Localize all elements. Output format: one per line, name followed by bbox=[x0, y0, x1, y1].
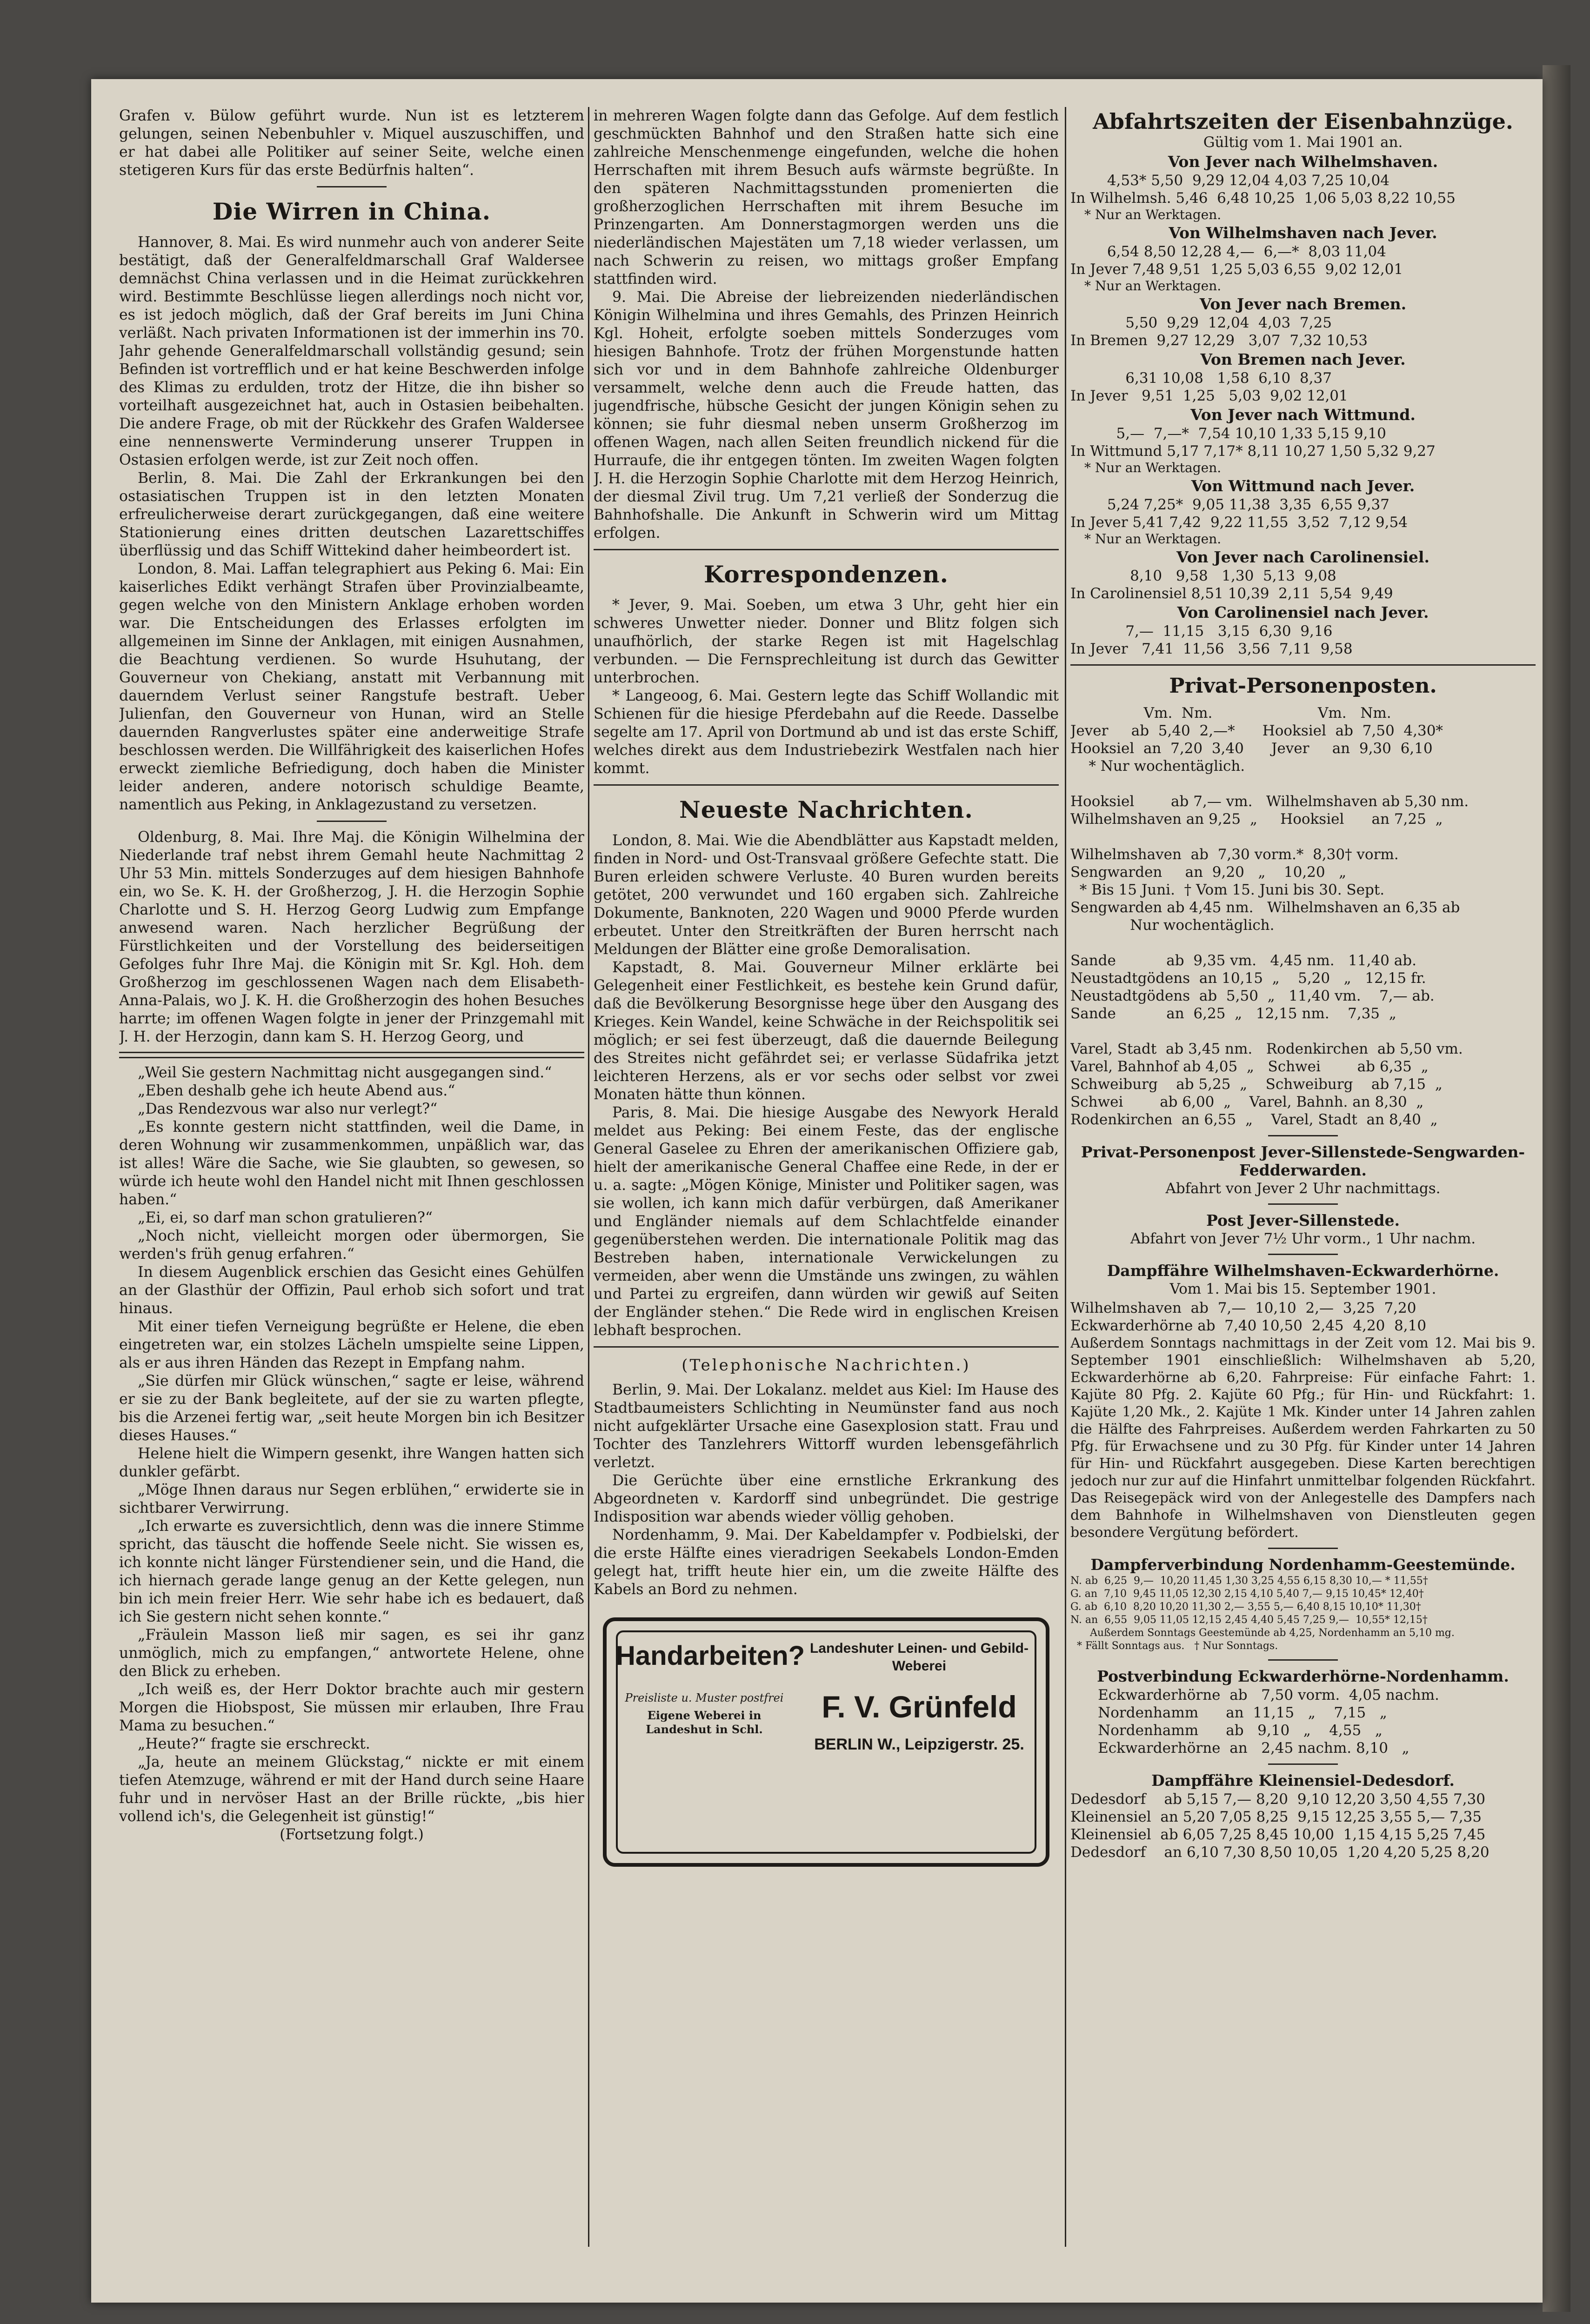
novel-paragraph: „Noch nicht, vielleicht morgen oder übermorgen, Sie werden's früh genug erfahren.“ bbox=[119, 1228, 584, 1262]
china-heading: Die Wirren in China. bbox=[212, 198, 491, 225]
novel-paragraph: „Ei, ei, so darf man schon gratulieren?“ bbox=[138, 1209, 433, 1226]
schedule-row: * Fällt Sonntags aus. † Nur Sonntags. bbox=[1070, 1640, 1278, 1652]
train-route-heading: Von Wittmund nach Jever. bbox=[1191, 477, 1415, 495]
schedule-row: Kleinensiel ab 6,05 7,25 8,45 10,00 1,15 4,15 5,25 7,45 bbox=[1070, 1826, 1486, 1843]
novel-paragraph: „Heute?“ fragte sie erschreckt. bbox=[138, 1736, 370, 1752]
train-times-row: 5,— 7,—* 7,54 10,10 1,33 5,15 9,10 bbox=[1070, 425, 1386, 442]
novel-paragraph: „Das Rendezvous war also nur verlegt?“ bbox=[138, 1101, 438, 1117]
train-route-heading: Von Jever nach Wittmund. bbox=[1190, 406, 1416, 424]
schedule-row: Sande ab 9,35 vm. 4,45 nm. 11,40 ab. bbox=[1070, 952, 1416, 969]
schedule-row: * Bis 15 Juni. † Vom 15. Juni bis 30. Sept. bbox=[1070, 882, 1385, 898]
schedule-row: Dedesdorf an 6,10 7,30 8,50 10,05 1,20 4,20 5,25 8,20 bbox=[1070, 1844, 1490, 1861]
novel-paragraph: Helene hielt die Wimpern gesenkt, ihre Wangen hatten sich dunkler gefärbt. bbox=[119, 1445, 584, 1480]
train-times-row: In Jever 7,48 9,51 1,25 5,03 6,55 9,02 12,01 bbox=[1070, 261, 1403, 278]
schedule-row: N. ab 6,25 9,— 10,20 11,45 1,30 3,25 4,55 6,15 8,30 10,— * 11,55† bbox=[1070, 1575, 1428, 1587]
ferry4-rows bbox=[1070, 1790, 1536, 1861]
schedule-row: Vm. Nm. Vm. Nm. bbox=[1070, 705, 1391, 721]
column-1 bbox=[119, 107, 584, 2261]
divider bbox=[594, 1346, 1059, 1348]
tel-berlin: Berlin, 9. Mai. Der Lokalanz. meldet aus Kiel: Im Hause des Stadtbaumeisters Schlichting in Neumünster fand aus noch nicht aufgeklärter Ursache eine Gasexplosion statt. Frau und Tochter des Tanzlehrers Wittorff wurden lebensgefährlich verletzt. bbox=[594, 1382, 1059, 1471]
schedule-row: Wilhelmshaven ab 7,30 vorm.* 8,30† vorm. bbox=[1070, 846, 1399, 863]
train-times-row: In Wittmund 5,17 7,17* 8,11 10,27 1,50 5,32 9,27 bbox=[1070, 443, 1436, 460]
train-times-row: 7,— 11,15 3,15 6,30 9,16 bbox=[1070, 623, 1333, 640]
tel-nordenhamm: Nordenhamm, 9. Mai. Der Kabeldampfer v. Podbielski, der die erste Hälfte eines vieradrigen Seekabels London-Emden gelegt hat, trifft heute hier ein, um die zweite Hälfte des Kabels an Bord zu nehmen. bbox=[594, 1527, 1059, 1598]
ad-address: BERLIN W., Leipzigerstr. 25. bbox=[814, 1736, 1024, 1753]
schedule-row bbox=[1070, 934, 1536, 952]
ad-left-block bbox=[616, 1640, 805, 1736]
schedule-row: Jever ab 5,40 2,—* Hooksiel ab 7,50 4,30* bbox=[1070, 722, 1443, 739]
column-2 bbox=[594, 107, 1059, 2261]
post2-heading: Post Jever-Sillenstede. bbox=[1206, 1211, 1400, 1229]
schedule-row: Nordenhamm an 11,15 „ 7,15 „ bbox=[1070, 1704, 1387, 1721]
schedule-row: N. an 6,55 9,05 11,05 12,15 2,45 4,40 5,45 7,25 9,— 10,55* 12,15† bbox=[1070, 1614, 1428, 1626]
train-note: * Nur an Werktagen. bbox=[1084, 278, 1222, 294]
train-times-row: 5,24 7,25* 9,05 11,38 3,35 6,55 9,37 bbox=[1070, 496, 1390, 513]
ferry1-details: Außerdem Sonntags nachmittags in der Zeit vom 12. Mai bis 9. September 1901 einschließlich: Wilhelmshaven ab 5,20, Eckwarderhörne ab 6,20. Fahrpreise: Für einfache Fahrt: 1. Kajüte 80 Pfg. 2. Kajüte 60 Pfg.; für Hin- und Rückfahrt: 1. Kajüte 1,20 Mk., 2. Kajüte 1 Mk. Kinder unter 14 Jahren zahlen die Hälfte des Fahrpreises. Außerdem werden Fahrkarten zu 50 Pfg. für Erwachsene und zu 30 Pfg. für Kinder unter 14 Jahren für Hin- und Rückfahrt ausgegeben. Diese Karten berechtigen jedoch nur zur auf die Hinfahrt unmittelbar folgenden Rückfahrt. Das Reisegepäck wird von der Anlegestelle des Dampfers nach dem Bahnhofe in Wilhelmshaven von Dienstleuten gegen besondere Vergütung befördert. bbox=[1070, 1335, 1536, 1541]
schedule-row: Schwei ab 6,00 „ Varel, Bahnh. an 8,30 „ bbox=[1070, 1094, 1424, 1110]
divider bbox=[317, 821, 387, 822]
train-times-row: In Carolinensiel 8,51 10,39 2,11 5,54 9,49 bbox=[1070, 585, 1393, 602]
schedule-row bbox=[1070, 775, 1536, 793]
ad-company: Landeshuter Leinen- und Gebild-Weberei bbox=[809, 1641, 1029, 1674]
train-note: * Nur an Werktagen. bbox=[1084, 531, 1222, 547]
ad-headline: Handarbeiten? bbox=[616, 1641, 805, 1671]
china-hannover: Hannover, 8. Mai. Es wird nunmehr auch von anderer Seite bestätigt, daß der Generalfeldmarschall Graf Waldersee demnächst China verlassen und in die Heimat zurückkehren wird. Bestimmte Beschlüsse liegen allerdings noch nicht vor, es ist jedoch möglich, daß der Graf bereits im Juni China verläßt. Nach privaten Informationen ist der immerhin ins 70. Jahr gehende Generalfeldmarschall vollständig gesund; sein Befinden ist vortrefflich und er hat keine Beschwerden infolge des Klimas zu erdulden, trotz der Hitze, die ihn bisher so vorteilhaft ausgezeichnet hat, auch in Ostasien beibehalten. Die andere Frage, ob mit der Rückkehr des Grafen Waldersee eine nennenswerte Verminderung unserer Truppen in Ostasien erfolgen werde, ist zur Zeit noch offen. bbox=[119, 234, 584, 468]
novel-paragraph: „Fräulein Masson ließ mir sagen, es sei ihr ganz unmöglich, mich zu empfangen,“ antwortete Helene, ohne den Blick zu erheben. bbox=[119, 1627, 584, 1680]
post1-heading: Privat-Personenpost Jever-Sillenstede-Sengwarden-Fedderwarden. bbox=[1081, 1143, 1525, 1179]
ferry3-heading: Postverbindung Eckwarderhörne-Nordenhamm. bbox=[1097, 1667, 1509, 1685]
column-rule-2 bbox=[1065, 107, 1066, 2247]
correspondence-heading: Korrespondenzen. bbox=[703, 561, 949, 588]
divider bbox=[1268, 1548, 1338, 1549]
feuilleton-divider bbox=[119, 1052, 584, 1058]
train-times-row: In Bremen 9,27 12,29 3,07 7,32 10,53 bbox=[1070, 332, 1368, 349]
schedule-row: G. an 7,10 9,45 11,05 12,30 2,15 4,10 5,40 7,— 9,15 10,45* 12,40† bbox=[1070, 1588, 1424, 1600]
novel-paragraph: Mit einer tiefen Verneigung begrüßte er Helene, die eben eingetreten war, ein stolzes Lächeln umspielte seine Lippen, als er aus ihren Händen das Rezept in Empfang nahm. bbox=[119, 1318, 584, 1371]
divider bbox=[1268, 1135, 1338, 1136]
novel-paragraph: (Fortsetzung folgt.) bbox=[280, 1826, 424, 1843]
train-note: * Nur an Werktagen. bbox=[1084, 207, 1222, 222]
divider bbox=[1268, 1203, 1338, 1205]
divider bbox=[1268, 1254, 1338, 1255]
schedule-row: Sande an 6,25 „ 12,15 nm. 7,35 „ bbox=[1070, 1005, 1396, 1022]
train-times-row: In Jever 5,41 7,42 9,22 11,55 3,52 7,12 9,54 bbox=[1070, 514, 1408, 531]
schedule-row: Varel, Bahnhof ab 4,05 „ Schwei ab 6,35 „ bbox=[1070, 1058, 1429, 1075]
correspondence-jever: * Jever, 9. Mai. Soeben, um etwa 3 Uhr, geht hier ein schweres Unwetter nieder. Donner und Blitz folgen sich unaufhörlich, der starke Regen ist mit Hagelschlag verbunden. — Die Fernsprechleitung ist durch das Gewitter unterbrochen. bbox=[594, 597, 1059, 686]
china-london: London, 8. Mai. Laffan telegraphiert aus Peking 6. Mai: Ein kaiserliches Edikt verhängt Strafen über Provinzialbeamte, gegen welche von den Ministern Anklage erhoben worden war. Die Entscheidungen des Erlasses erfolgten im allgemeinen im Sinne der Anklagen, mit einigen Ausnahmen, die Beachtung verdienen. So wurde Hsuhutang, der Gouverneur von Chekiang, anstatt mit Verbannung mit dauerndem Verlust seiner Rangstufe bestraft. Ueber Julienfan, den Gouverneur von Hunan, wird an Stelle dauernden Rangverlustes später eine anderweitige Strafe beschlossen werden. Die Willfährigkeit des kaiserlichen Hofes erweckt ziemliche Befriedigung, doch haben die Minister leider anderen, andere notorisch schuldige Beamte, namentlich aus Peking, in Anklagezustand zu versetzen. bbox=[119, 561, 584, 813]
schedule-row: Nur wochentäglich. bbox=[1070, 917, 1275, 934]
schedule-row: Rodenkirchen an 6,55 „ Varel, Stadt an 8,40 „ bbox=[1070, 1111, 1438, 1128]
correspondence-langeoog: * Langeoog, 6. Mai. Gestern legte das Schiff Wollandic mit Schienen für die hiesige Pferdebahn auf die Reede. Dasselbe segelte am 17. April von Dortmund ab und ist das erste Schiff, welches direkt aus dem Industriebezirk Westfalen nach hier kommt. bbox=[594, 688, 1059, 777]
column-rule-1 bbox=[588, 107, 589, 2247]
newspaper-page bbox=[91, 79, 1543, 2303]
ferry1-rows bbox=[1070, 1299, 1536, 1335]
train-times-row: 5,50 9,29 12,04 4,03 7,25 bbox=[1070, 314, 1332, 331]
schedule-row bbox=[1070, 1022, 1536, 1040]
news-london: London, 8. Mai. Wie die Abendblätter aus Kapstadt melden, finden in Nord- und Ost-Transvaal größere Gefechte statt. Die Buren erleiden schwere Verluste. 40 Buren wurden bereits getötet, 200 verwundet und 160 ergaben sich. Zahlreiche Dokumente, Banknoten, 220 Wagen und 9000 Pferde wurden erbeutet. Unter den Streitkräften der Buren herrscht nach Meldungen der Blätter eine große Demoralisation. bbox=[594, 832, 1059, 958]
news-paris: Paris, 8. Mai. Die hiesige Ausgabe des Newyork Herald meldet aus Peking: Bei einem Feste, das der englische General Gaselee zu Ehren der amerikanischen Offiziere gab, hielt der amerikanische General Chaffee eine Rede, in der er u. a. sagte: „Mögen Könige, Minister und Politiker sagen, was sie wollen, ich kann mich dafür verbürgen, daß Amerikaner und Engländer niemals auf dem Schlachtfelde einander gegenüberstehen werden. Die internationale Politik mag das Bestreben haben, internationale Verwickelungen zu vermeiden, aber wenn die Umstände uns zwingen, zu wählen und Partei zu ergreifen, dann würden wir gewiß auf Seiten der Engländer stehen.“ Die Rede wird in englischen Kreisen lebhaft besprochen. bbox=[594, 1104, 1059, 1339]
novel-paragraph: „Ja, heute an meinem Glückstag,“ nickte er mit einem tiefen Atemzuge, während er mit der Hand durch seine Haare fuhr und in nervöser Hast an der Brille rückte, „bis hier vollend ich's, die Gelegenheit ist günstig!“ bbox=[119, 1754, 584, 1825]
article-continuation: Grafen v. Bülow geführt wurde. Nun ist es letzterem gelungen, seinen Nebenbuhler v. Miquel auszuschiffen, und er hat dabei alle Politiker auf seiner Seite, welche einen stetigeren Kurs für das erste Bedürfnis halten“. bbox=[119, 107, 584, 179]
train-route-heading: Von Bremen nach Jever. bbox=[1200, 350, 1406, 368]
novel-paragraph: „Ich erwarte es zuversichtlich, denn was die innere Stimme spricht, das täuscht die hoffende Seele nicht. Sie wissen es, ich konnte nicht länger Fürstendiener sein, und die Hand, die ich hiernach gerade lange genug an der Kette gelegen, nun bin ich mein freier Herr. Wie sehr habe ich es bedauert, daß ich Sie gestern nicht sehen konnte.“ bbox=[119, 1518, 584, 1625]
post1-text: Abfahrt von Jever 2 Uhr nachmittags. bbox=[1165, 1180, 1441, 1197]
divider bbox=[1070, 664, 1536, 666]
train-route-heading: Von Wilhelmshaven nach Jever. bbox=[1169, 224, 1437, 242]
privat-heading: Privat-Personenposten. bbox=[1169, 674, 1437, 698]
tel-kardorff: Die Gerüchte über eine ernstliche Erkrankung des Abgeordneten v. Kardorff sind unbegründet. Die gestrige Indisposition war abends wieder völlig gehoben. bbox=[594, 1472, 1059, 1525]
telephone-news-heading: (Telephonische Nachrichten.) bbox=[681, 1356, 971, 1375]
divider bbox=[1268, 1659, 1338, 1661]
ferry1-heading: Dampffähre Wilhelmshaven-Eckwarderhörne. bbox=[1107, 1262, 1499, 1280]
news-kapstadt: Kapstadt, 8. Mai. Gouverneur Milner erklärte bei Gelegenheit einer Festlichkeit, es bestehe kein Grund dafür, daß die Bevölkerung Besorgnisse hege über den Ausgang des Krieges. Kein Wandel, keine Schwäche in der Reichspolitik sei möglich; er sei fest überzeugt, daß die dauernde Beilegung des Streites nicht gefährdet sei; er verlasse Südafrika jetzt leichteren Herzens, als er vor sechs oder selbst vor zwei Monaten hätte thun können. bbox=[594, 959, 1059, 1103]
schedule-row: Eckwarderhörne ab 7,40 10,50 2,45 4,20 8,10 bbox=[1070, 1317, 1427, 1334]
ad-samples: Preisliste u. Muster postfrei bbox=[625, 1691, 784, 1704]
page-edge-shadow bbox=[1543, 65, 1570, 2312]
train-times-row: 8,10 9,58 1,30 5,13 9,08 bbox=[1070, 568, 1336, 584]
ad-name: F. V. Grünfeld bbox=[822, 1690, 1017, 1724]
oldenburg-continued: in mehreren Wagen folgte dann das Gefolge. Auf dem festlich geschmückten Bahnhof und den Straßen hatte sich eine zahlreiche Menschenmenge eingefunden, welche die hohen Herrschaften mit ihrem Besuch aufs wärmste begrüßte. In den späteren Nachmittagsstunden promenierten die großherzoglichen Herrschaften mit ihrem Besuche im Prinzengarten. Am Donnerstagmorgen werden uns die niederländischen Majestäten um 7,18 wieder verlassen, um nach Schwerin zu reisen, wo mittags großer Empfang stattfinden wird. bbox=[594, 107, 1059, 287]
novel-paragraph: „Es konnte gestern nicht stattfinden, weil die Dame, in deren Wohnung wir zusammenkommen, unpäßlich war, das ist alles! Wäre die Sache, wie Sie glaubten, so gewesen, so würde ich heute wohl den Handel nicht mit Ihnen geschlossen haben.“ bbox=[119, 1119, 584, 1208]
ferry2-rows bbox=[1070, 1575, 1536, 1653]
schedule-row: Hooksiel an 7,20 3,40 Jever an 9,30 6,10 bbox=[1070, 740, 1433, 757]
schedule-row: Wilhelmshaven ab 7,— 10,10 2,— 3,25 7,20 bbox=[1070, 1300, 1416, 1316]
schedule-row: Außerdem Sonntags Geestemünde ab 4,25, Nordenhamm an 5,10 mg. bbox=[1070, 1627, 1455, 1639]
train-sections bbox=[1070, 153, 1536, 658]
train-route-heading: Von Jever nach Carolinensiel. bbox=[1176, 548, 1430, 566]
timetable-valid: Gültig vom 1. Mai 1901 an. bbox=[1203, 134, 1403, 151]
schedule-row: Nordenhamm ab 9,10 „ 4,55 „ bbox=[1070, 1722, 1383, 1739]
schedule-row: Hooksiel ab 7,— vm. Wilhelmshaven ab 5,30 nm. bbox=[1070, 793, 1469, 810]
privat-rows bbox=[1070, 704, 1536, 1129]
ad-right-block bbox=[802, 1640, 1036, 1754]
schedule-row: Varel, Stadt ab 3,45 nm. Rodenkirchen ab 5,50 vm. bbox=[1070, 1041, 1463, 1057]
advertisement-gruenfeld bbox=[603, 1617, 1049, 1867]
divider bbox=[594, 784, 1059, 786]
schedule-row: Kleinensiel an 5,20 7,05 8,25 9,15 12,25 3,55 5,— 7,35 bbox=[1070, 1809, 1482, 1825]
novel-paragraph: In diesem Augenblick erschien das Gesicht eines Gehülfen an der Glasthür der Offizin, Paul erhob sich sofort und trat hinaus. bbox=[119, 1264, 584, 1317]
train-times-row: In Wilhelmsh. 5,46 6,48 10,25 1,06 5,03 8,22 10,55 bbox=[1070, 190, 1456, 207]
divider bbox=[317, 186, 387, 187]
latest-news-heading: Neueste Nachrichten. bbox=[679, 796, 973, 823]
schedule-row: Wilhelmshaven an 9,25 „ Hooksiel an 7,25 „ bbox=[1070, 811, 1443, 828]
feuilleton-novel bbox=[119, 1064, 584, 1844]
schedule-row: Sengwarden ab 4,45 nm. Wilhelmshaven an 6,35 ab bbox=[1070, 899, 1460, 916]
ferry4-heading: Dampffähre Kleinensiel-Dedesdorf. bbox=[1151, 1771, 1455, 1790]
train-times-row: 6,54 8,50 12,28 4,— 6,—* 8,03 11,04 bbox=[1070, 243, 1386, 260]
schedule-row: Schweiburg ab 5,25 „ Schweiburg ab 7,15 „ bbox=[1070, 1076, 1443, 1093]
schedule-row: Neustadtgödens an 10,15 „ 5,20 „ 12,15 fr. bbox=[1070, 970, 1426, 987]
schedule-row: Sengwarden an 9,20 „ 10,20 „ bbox=[1070, 864, 1347, 881]
oldenburg-report: Oldenburg, 8. Mai. Ihre Maj. die Königin Wilhelmina der Niederlande traf nebst ihrem Gemahl heute Nachmittag 2 Uhr 53 Min. mittels Sonderzuges auf dem hiesigen Bahnhofe ein, wo Se. K. H. der Großherzog, J. H. die Herzogin Sophie Charlotte und S. H. Herzog Georg Ludwig zum Empfange anwesend waren. Nach herzlicher Begrüßung der Fürstlichkeiten und der Vorstellung des beiderseitigen Gefolges fuhr Ihre Maj. die Königin mit Sr. Kgl. Hoh. dem Großherzog im geschlossenen Wagen nach dem Elisabeth-Anna-Palais, wo J. K. H. die Großherzogin des hohen Besuches harrte; im offenen Wagen folgte in jener der Prinzgemahl mit J. H. der Herzogin, dann kam S. H. Herzog Georg, und bbox=[119, 829, 584, 1045]
train-route-heading: Von Jever nach Wilhelmshaven. bbox=[1168, 153, 1438, 171]
schedule-row: Eckwarderhörne an 2,45 nachm. 8,10 „ bbox=[1070, 1740, 1410, 1756]
train-times-row: In Jever 9,51 1,25 5,03 9,02 12,01 bbox=[1070, 387, 1348, 404]
ferry3-rows bbox=[1070, 1686, 1536, 1757]
schedule-row: Eckwarderhörne ab 7,50 vorm. 4,05 nachm. bbox=[1070, 1687, 1439, 1703]
ferry2-heading: Dampferverbindung Nordenhamm-Geestemünde. bbox=[1090, 1556, 1516, 1574]
train-times-row: 6,31 10,08 1,58 6,10 8,37 bbox=[1070, 370, 1332, 387]
ferry1-period: Vom 1. Mai bis 15. September 1901. bbox=[1169, 1281, 1436, 1297]
divider bbox=[1268, 1763, 1338, 1765]
schedule-row: Dedesdorf ab 5,15 7,— 8,20 9,10 12,20 3,50 4,55 7,30 bbox=[1070, 1791, 1485, 1808]
schedule-row: * Nur wochentäglich. bbox=[1070, 758, 1245, 775]
train-route-heading: Von Jever nach Bremen. bbox=[1199, 295, 1407, 313]
post2-text: Abfahrt von Jever 7½ Uhr vorm., 1 Uhr nachm. bbox=[1130, 1230, 1476, 1247]
train-route-heading: Von Carolinensiel nach Jever. bbox=[1177, 603, 1429, 621]
timetable-title: Abfahrtszeiten der Eisenbahnzüge. bbox=[1093, 109, 1513, 134]
ad-weaving: Eigene Weberei in Landeshut in Schl. bbox=[646, 1709, 763, 1736]
train-note: * Nur an Werktagen. bbox=[1084, 460, 1222, 475]
novel-paragraph: „Möge Ihnen daraus nur Segen erblühen,“ erwiderte sie in sichtbarer Verwirrung. bbox=[119, 1482, 584, 1516]
novel-paragraph: „Weil Sie gestern Nachmittag nicht ausgegangen sind.“ bbox=[138, 1064, 552, 1081]
divider bbox=[594, 549, 1059, 550]
schedule-row: Neustadtgödens ab 5,50 „ 11,40 vm. 7,— ab. bbox=[1070, 988, 1435, 1004]
china-berlin: Berlin, 8. Mai. Die Zahl der Erkrankungen bei den ostasiatischen Truppen ist in den letzten Monaten erfreulicherweise derart zurückgegangen, daß eine weitere Stationierung eines dritten deutschen Lazarettschiffes überflüssig und das Schiff Wittekind daher heimbeordert ist. bbox=[119, 470, 584, 559]
novel-paragraph: „Eben deshalb gehe ich heute Abend aus.“ bbox=[138, 1082, 455, 1099]
oldenburg-departure: 9. Mai. Die Abreise der liebreizenden niederländischen Königin Wilhelmina und ihres Gemahls, des Prinzen Heinrich Kgl. Hoheit, erfolgte soeben mittels Sonderzuges vom hiesigen Bahnhofe. Trotz der frühen Morgenstunde hatten sich vor und in dem Bahnhofe zahlreiche Oldenburger versammelt, welche denn auch die Freude hatten, das jugendfrische, hübsche Gesicht der jungen Königin sehen zu können; sie fuhr diesmal neben unserm Großherzog im offenen Wagen, nach allen Seiten freundlich nickend für die Hurraufe, die ihr entgegen tönten. Im zweiten Wagen folgten J. H. die Herzogin Sophie Charlotte mit dem Herzog Heinrich, der diesmal Zivil trug. Um 7,21 verließ der Sonderzug die Bahnhofshalle. Die Ankunft in Schwerin wird um Mittag erfolgen. bbox=[594, 289, 1059, 541]
schedule-row bbox=[1070, 828, 1536, 846]
novel-paragraph: „Ich weiß es, der Herr Doktor brachte auch mir gestern Morgen die Hiobspost, Sie müssen mir erlauben, Ihre Frau Mama zu besuchen.“ bbox=[119, 1681, 584, 1734]
schedule-row: G. ab 6,10 8,20 10,20 11,30 2,— 3,55 5,— 6,40 8,15 10,10* 11,30† bbox=[1070, 1601, 1421, 1613]
novel-paragraph: „Sie dürfen mir Glück wünschen,“ sagte er leise, während er sie zu der Bank begleitete, auf der sie zu warten pflegte, bis die Arzenei fertig war, „seit heute Morgen bin ich Besitzer dieses Hauses.“ bbox=[119, 1373, 584, 1444]
train-times-row: In Jever 7,41 11,56 3,56 7,11 9,58 bbox=[1070, 641, 1353, 657]
column-3 bbox=[1070, 107, 1536, 2261]
train-times-row: 4,53* 5,50 9,29 12,04 4,03 7,25 10,04 bbox=[1070, 172, 1390, 189]
